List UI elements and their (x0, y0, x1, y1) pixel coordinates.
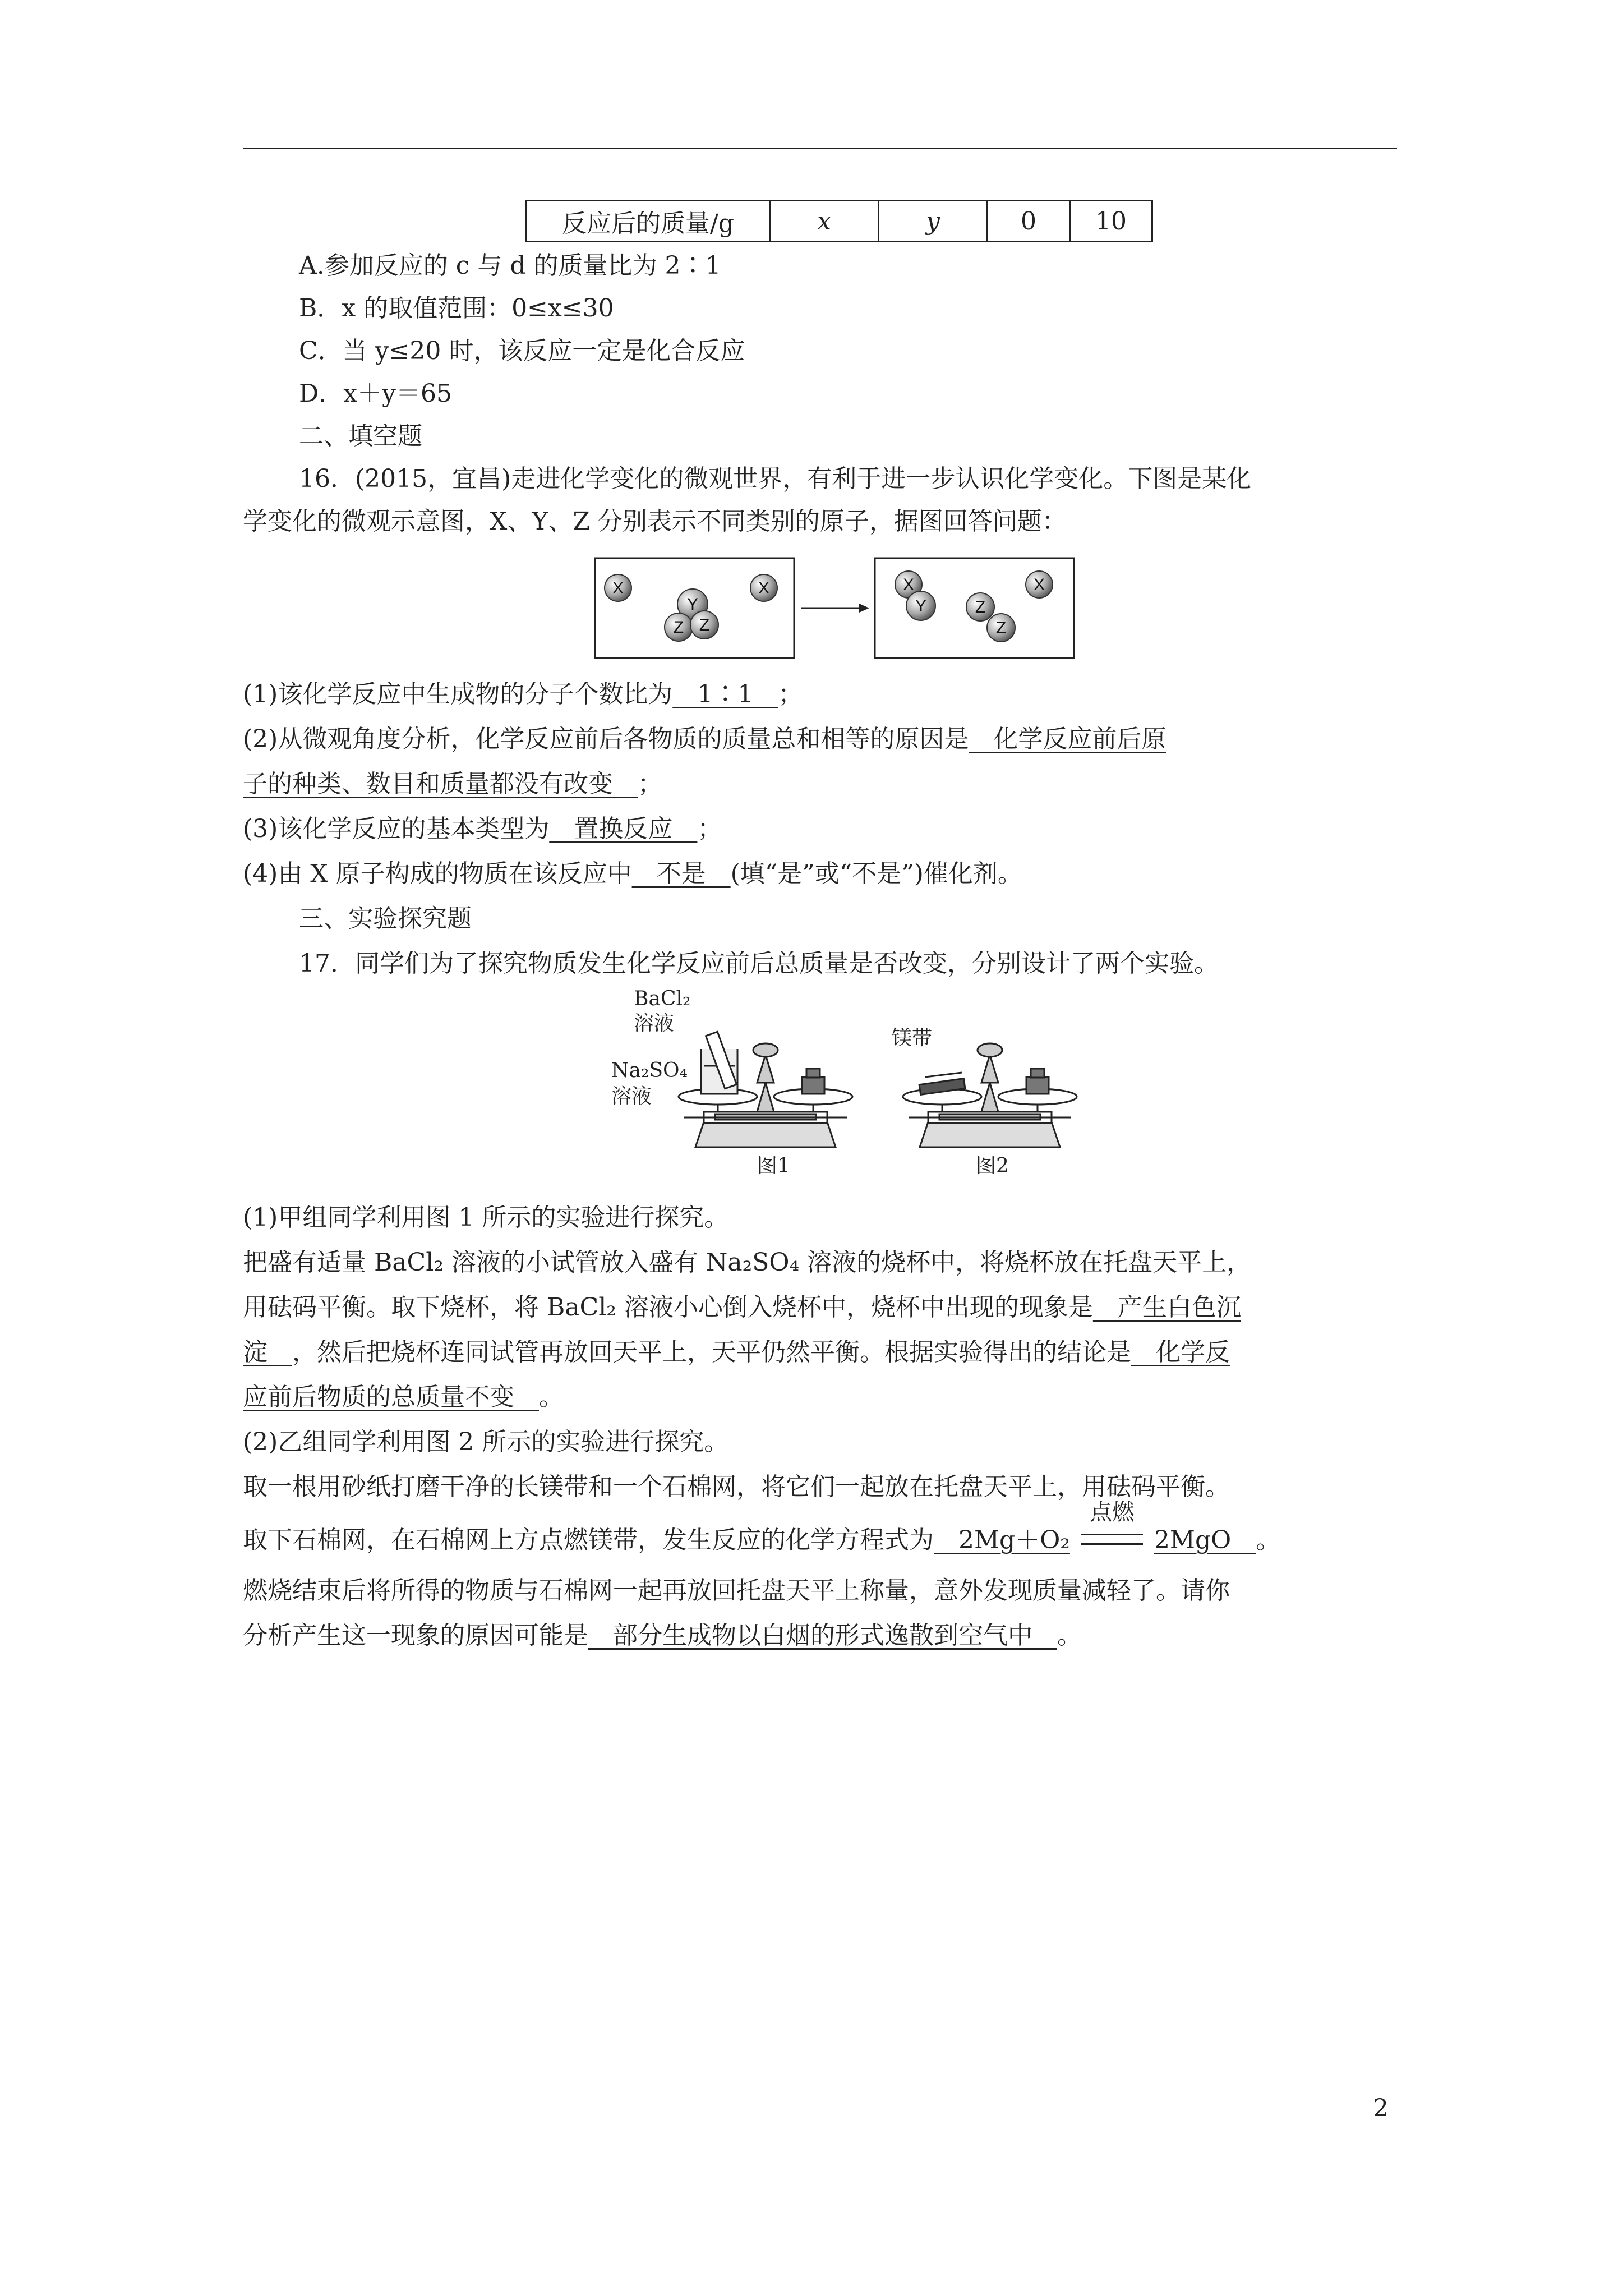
equation-left: __2Mg＋O₂ (934, 1526, 1070, 1554)
option-c: C．当 y≤20 时，该反应一定是化合反应 (299, 337, 745, 365)
q16-part4-text: (4)由 X 原子构成的物质在该反应中 (243, 859, 632, 888)
equation-condition (1070, 1499, 1154, 1545)
balance-1 (679, 1032, 852, 1147)
q16-part1-text: (1)该化学反应中生成物的分子个数比为 (243, 680, 673, 708)
q16-part4-end: (填“是”或“不是”)催化剂。 (730, 859, 1022, 888)
option-a: A.参加反应的 c 与 d 的质量比为 2∶1 (299, 251, 721, 280)
equation-sign (1081, 1534, 1143, 1545)
table-cell-x: x (770, 201, 879, 242)
q17-stem: 17．同学们为了探究物质发生化学反应前后总质量是否改变，分别设计了两个实验。 (299, 949, 1219, 978)
q17-part2-end1: 。 (1256, 1526, 1281, 1554)
label-solution1: 溶液 (634, 1012, 675, 1035)
atom-z-label: Z (975, 598, 986, 616)
q17-part2-line2 (243, 1499, 1281, 1557)
q16-part4-answer: __不是__ (631, 859, 731, 888)
atom-y-label: Y (915, 597, 927, 615)
balance-figures (589, 987, 1127, 1195)
caption-fig2: 图2 (976, 1154, 1009, 1177)
q16-part2 (243, 723, 1166, 756)
q16-part1-end: ； (778, 680, 803, 708)
label-na2so4: Na₂SO₄ (611, 1059, 688, 1082)
atom-x-label: X (902, 576, 915, 594)
label-mg-ribbon: 镁带 (892, 1027, 933, 1050)
header-rule (243, 148, 1397, 149)
equation-right: 2MgO__ (1154, 1526, 1256, 1554)
q17-part2-text2: 分析产生这一现象的原因可能是 (243, 1621, 588, 1650)
table-row-label: 反应后的质量/g (527, 201, 770, 242)
q16-part2-answer: __化学反应前后原 (969, 725, 1166, 753)
section-heading-fill-in: 二、填空题 (299, 422, 422, 450)
option-d: D．x＋y＝65 (299, 379, 452, 408)
q17-part1-line3 (243, 1336, 1230, 1369)
q16-part3 (243, 812, 722, 846)
atom-x-label: X (612, 579, 624, 597)
q16-part3-end: ； (697, 815, 722, 843)
atom-z-label: Z (699, 616, 710, 634)
q16-part2-end: ； (638, 770, 662, 798)
q17-part1-answer1-cont: 淀__ (243, 1338, 292, 1366)
atom-x-label: X (758, 579, 770, 597)
q16-part3-answer: __置换反应__ (549, 815, 698, 843)
q17-part2-line3: 燃烧结束后将所得的物质与石棉网一起再放回托盘天平上称量，意外发现质量减轻了。请你 (243, 1576, 1230, 1605)
arrow-head-icon (859, 604, 869, 613)
q16-stem-line2: 学变化的微观示意图，X、Y、Z 分别表示不同类别的原子，据图回答问题： (243, 507, 1067, 536)
table-cell-y: y (879, 201, 988, 242)
q17-part1-end: 。 (539, 1383, 564, 1411)
data-table-fragment (525, 200, 1153, 242)
balance-2 (903, 1043, 1077, 1147)
q17-part1-text: 用砝码平衡。取下烧杯，将 BaCl₂ 溶液小心倒入烧杯中，烧杯中出现的现象是 (243, 1293, 1093, 1322)
section-heading-experiment: 三、实验探究题 (299, 904, 472, 933)
option-b: B．x 的取值范围：0≤x≤30 (299, 294, 614, 323)
table-row (527, 201, 1152, 242)
q17-part1-answer2-cont: 应前后物质的总质量不变__ (243, 1383, 539, 1411)
q17-part2-answer: __部分生成物以白烟的形式逸散到空气中__ (588, 1621, 1057, 1650)
atom-z-label: Z (995, 619, 1007, 637)
q16-part4 (243, 857, 1022, 891)
q16-part1-answer: __1∶1__ (672, 680, 778, 708)
q17-part1-text2: ，然后把烧杯连同试管再放回天平上，天平仍然平衡。根据实验得出的结论是 (292, 1338, 1131, 1366)
q17-part1-answer1: __产生白色沉 (1092, 1293, 1241, 1322)
atom-x-label: X (1033, 576, 1045, 594)
q16-stem-line1: 16．(2015，宜昌)走进化学变化的微观世界，有利于进一步认识化学变化。下图是某化 (299, 464, 1252, 493)
atom-y-label: Y (686, 595, 699, 614)
page-number: 2 (1373, 2094, 1389, 2123)
q17-part1-line2 (243, 1291, 1241, 1324)
q17-part2-text: 取下石棉网，在石棉网上方点燃镁带，发生反应的化学方程式为 (243, 1526, 934, 1554)
label-solution2: 溶液 (611, 1085, 652, 1108)
q17-part2-line1: 取一根用砂纸打磨干净的长镁带和一个石棉网，将它们一起放在托盘天平上，用砝码平衡。 (243, 1473, 1230, 1501)
q17-part1-line4 (243, 1381, 564, 1414)
label-bacl2: BaCl₂ (634, 987, 691, 1010)
q17-part1-title: (1)甲组同学利用图 1 所示的实验进行探究。 (243, 1203, 729, 1232)
q16-part3-text: (3)该化学反应的基本类型为 (243, 815, 550, 843)
q16-part2-text: (2)从微观角度分析，化学反应前后各物质的质量总和相等的原因是 (243, 725, 969, 753)
q16-part2-answer-cont: 子的种类、数目和质量都没有改变__ (243, 770, 638, 798)
atom-z-label: Z (673, 618, 684, 637)
caption-fig1: 图1 (757, 1154, 790, 1177)
equation-condition-label: 点燃 (1089, 1499, 1135, 1525)
q17-part2-end2: 。 (1057, 1621, 1082, 1650)
q17-part1-answer2: __化学反 (1131, 1338, 1230, 1366)
q16-part1 (243, 678, 803, 711)
q17-part2-line4 (243, 1619, 1082, 1653)
micro-reaction-diagram (593, 556, 1077, 661)
q17-part1-line1: 把盛有适量 BaCl₂ 溶液的小试管放入盛有 Na₂SO₄ 溶液的烧杯中，将烧杯放在托盘天平上， (243, 1248, 1252, 1277)
q17-part2-title: (2)乙组同学利用图 2 所示的实验进行探究。 (243, 1428, 729, 1456)
table-cell-d: 10 (1070, 201, 1152, 242)
q16-part2-cont (243, 767, 662, 801)
table-cell-c: 0 (988, 201, 1070, 242)
